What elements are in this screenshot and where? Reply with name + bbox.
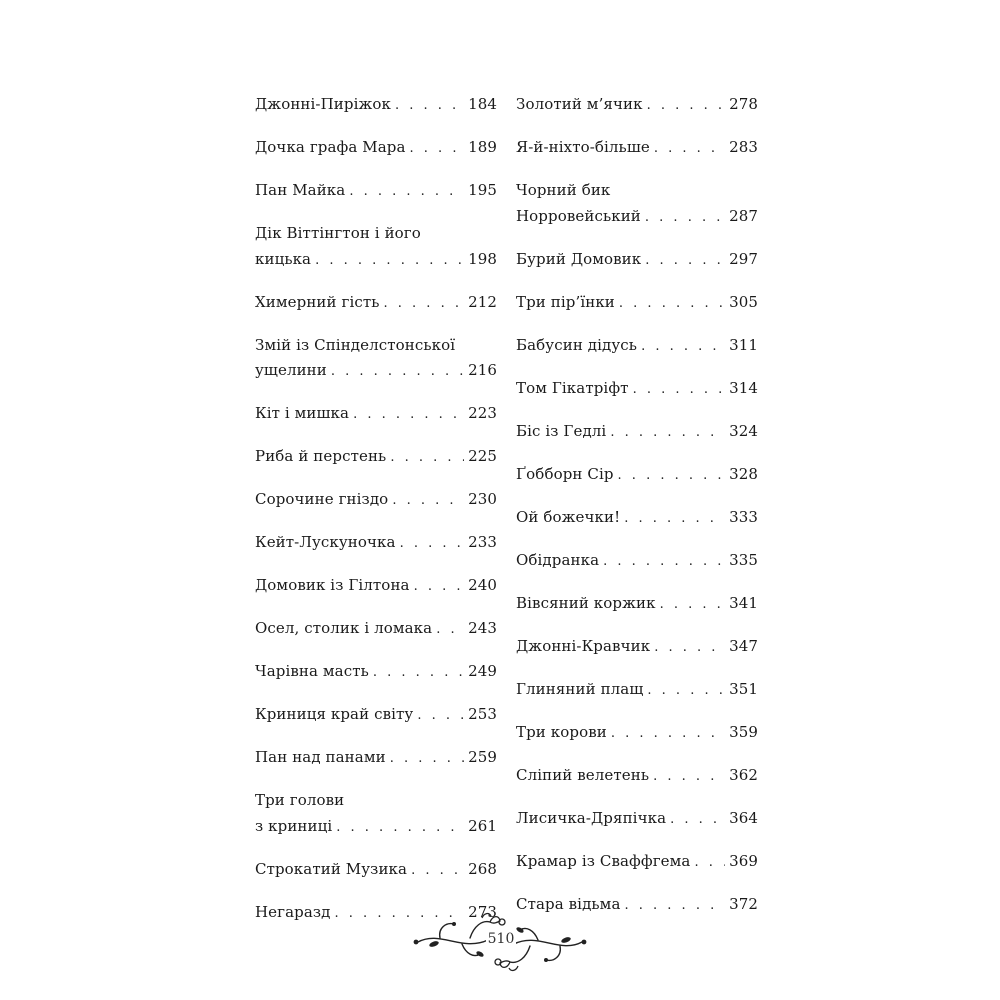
toc-entry-line (255, 358, 497, 385)
toc-entry-title: Кіт і мишка (255, 404, 350, 422)
toc-entry-line (255, 487, 497, 514)
toc-entry-line (255, 702, 497, 729)
toc-entry-line (516, 333, 758, 360)
toc-entry-page: 225 (468, 447, 497, 465)
dot-leader (384, 291, 465, 317)
toc-entry (255, 221, 497, 273)
toc-entry-page: 297 (729, 249, 758, 268)
toc-entry (516, 462, 758, 489)
toc-entry-page: 328 (729, 464, 758, 483)
dot-leader (400, 531, 465, 557)
toc-entry (516, 333, 758, 360)
toc-entry-page: 230 (468, 490, 497, 508)
toc-entry-title: Строкатий Музика (255, 859, 408, 878)
toc-entry-line (255, 659, 497, 686)
toc-entry-title: Глиняний плащ (516, 679, 644, 698)
toc-entry-page: 314 (729, 378, 758, 397)
toc-entry (255, 290, 497, 317)
toc-entry-line (255, 135, 497, 162)
toc-entry (255, 702, 497, 729)
toc-entry (516, 505, 758, 532)
toc-entry-page: 233 (468, 533, 497, 551)
toc-entry-page: 287 (729, 206, 758, 225)
toc-entry-title-line1: Змій із Спінделстонської (255, 335, 456, 354)
toc-entry-line (516, 548, 758, 575)
toc-entry-page: 283 (729, 138, 758, 156)
toc-entry-title: Крамар із Сваффгема (516, 851, 691, 870)
toc-entry (516, 178, 758, 230)
toc-entry-title: Три пір’їнки (516, 292, 615, 311)
dot-leader (436, 617, 464, 643)
toc-entry-page: 184 (468, 95, 497, 113)
toc-entry (516, 634, 758, 661)
toc-entry-title: Золотий м’ячик (516, 95, 643, 113)
toc-entry-page: 324 (729, 421, 758, 440)
toc-entry-line (255, 290, 497, 317)
toc-entry-page: 369 (729, 851, 758, 870)
toc-entry-title: Ой божечки! (516, 507, 621, 526)
toc-entry (516, 849, 758, 876)
toc-entry-line (255, 573, 497, 600)
toc-column-right (516, 92, 758, 935)
toc-entry-page: 372 (729, 894, 758, 913)
dot-leader (654, 136, 725, 162)
toc-entry (255, 857, 497, 884)
dot-leader (670, 807, 725, 833)
toc-entry-line (255, 178, 497, 205)
toc-entry-line (516, 677, 758, 704)
dot-leader (647, 678, 725, 704)
dot-leader (653, 764, 725, 790)
toc-entry (516, 376, 758, 403)
toc-entry-line (255, 616, 497, 643)
toc-entry (255, 788, 497, 840)
dot-leader (392, 488, 464, 514)
toc-entry-line (255, 401, 497, 428)
toc-entry (516, 548, 758, 575)
dot-leader (336, 815, 464, 841)
dot-leader (611, 721, 725, 747)
toc-entry-line (255, 444, 497, 471)
toc-entry (516, 591, 758, 618)
toc-entry (255, 135, 497, 162)
toc-entry-page: 268 (468, 859, 497, 878)
toc-entry-page: 311 (729, 335, 758, 354)
dot-leader (603, 549, 725, 575)
toc-entry-line (516, 92, 758, 119)
toc-entry-title: Вівсяний коржик (516, 593, 656, 612)
toc-entry-line (255, 745, 497, 772)
dot-leader (353, 402, 464, 428)
toc-entry-page: 351 (729, 679, 758, 698)
toc-entry-title: Сліпий велетень (516, 765, 650, 784)
dot-leader (619, 291, 725, 317)
toc-column-left (255, 92, 497, 943)
toc-entry-title: Біс із Гедлі (516, 421, 607, 440)
toc-entry-title: Криниця край світу (255, 705, 414, 723)
toc-entry-page: 212 (468, 292, 497, 311)
toc-entry-page: 216 (468, 361, 497, 379)
toc-entry-line (516, 419, 758, 446)
toc-entry-page: 261 (468, 816, 497, 835)
dot-leader (395, 93, 464, 119)
toc-entry (516, 135, 758, 162)
toc-entry (516, 247, 758, 274)
toc-entry-title: Я-й-ніхто-більше (516, 138, 650, 156)
dot-leader (645, 248, 725, 274)
dot-leader (417, 703, 464, 729)
toc-entry-title: Дочка графа Мара (255, 138, 406, 156)
toc-entry (255, 178, 497, 205)
dot-leader (633, 377, 726, 403)
toc-entry (516, 763, 758, 790)
toc-entry-line (255, 247, 497, 274)
dot-leader (647, 93, 725, 119)
toc-entry-line (516, 135, 758, 162)
toc-entry (255, 659, 497, 686)
toc-entry-line (516, 591, 758, 618)
toc-entry (516, 290, 758, 317)
toc-entry-line (255, 857, 497, 884)
toc-entry-page: 253 (468, 705, 497, 723)
toc-entry-title: Бабусин дідусь (516, 335, 638, 354)
toc-entry-line (516, 634, 758, 661)
toc-entry-title: Том Гікатріфт (516, 378, 629, 397)
toc-entry-title: Джонні-Кравчик (516, 636, 651, 655)
dot-leader (414, 574, 464, 600)
toc-entry-title-line1: Три голови (255, 791, 345, 809)
toc-entry-page: 189 (468, 138, 497, 156)
toc-entry-line (516, 247, 758, 274)
toc-entry-title: Риба й перстень (255, 447, 387, 465)
toc-entry (516, 677, 758, 704)
toc-entry-line (516, 720, 758, 747)
toc-entry-title: Лисичка-Дряпічка (516, 808, 667, 827)
page-footer (410, 910, 590, 976)
toc-entry (255, 401, 497, 428)
toc-entry-title: Обідранка (516, 550, 600, 569)
toc-entry-title: Сорочине гніздо (255, 490, 389, 508)
toc-entry-title: кицька (255, 249, 312, 268)
dot-leader (349, 179, 464, 205)
toc-entry-page: 362 (729, 765, 758, 784)
toc-entry-page: 243 (468, 619, 497, 637)
dot-leader (390, 746, 464, 772)
page-number: 510 (487, 931, 515, 947)
toc-entry-title: Стара відьма (516, 894, 621, 913)
toc-entry-title-line1: Дік Віттінгтон і його (255, 224, 421, 242)
toc-entry (516, 419, 758, 446)
toc-entry-title: Осел, столик і ломака (255, 619, 433, 637)
toc-entry-title: Три корови (516, 722, 607, 741)
dot-leader (654, 635, 725, 661)
toc-entry-title: з криниці (255, 816, 333, 835)
dot-leader (645, 205, 725, 231)
toc-entry-title: Ґобборн Сір (516, 464, 614, 483)
toc-entry (516, 720, 758, 747)
toc-entry (516, 92, 758, 119)
toc-entry-page: 335 (729, 550, 758, 569)
dot-leader (331, 359, 464, 385)
toc-entry-page: 305 (729, 292, 758, 311)
toc-entry-title: Норровейський (516, 206, 641, 225)
toc-entry-title: Домовик із Гілтона (255, 576, 410, 594)
toc-entry-line (516, 849, 758, 876)
toc-entry (255, 573, 497, 600)
dot-leader (694, 850, 725, 876)
toc-entry (255, 616, 497, 643)
toc-entry-page: 223 (468, 404, 497, 422)
toc-entry-line (516, 376, 758, 403)
dot-leader (660, 592, 725, 618)
toc-entry-page: 347 (729, 636, 758, 655)
toc-entry-title: Пан Майка (255, 181, 346, 199)
toc-entry (255, 333, 497, 385)
toc-entry (516, 806, 758, 833)
dot-leader (641, 334, 725, 360)
toc-entry (255, 530, 497, 557)
toc-entry-line (516, 290, 758, 317)
toc-entry-page: 259 (468, 748, 497, 766)
toc-entry-page: 278 (729, 95, 758, 113)
toc-entry-line (516, 462, 758, 489)
toc-entry-title: Негаразд (255, 902, 331, 921)
toc-entry-title: Бурий Домовик (516, 249, 642, 268)
toc-entry (255, 487, 497, 514)
toc-entry-page: 249 (468, 662, 497, 680)
toc-entry-title-line1: Чорний бик (516, 181, 611, 199)
toc-entry-title: ущелини (255, 361, 327, 379)
toc-entry-page: 273 (468, 902, 497, 921)
toc-entry-page: 333 (729, 507, 758, 526)
toc-entry (255, 444, 497, 471)
toc-entry-line (516, 763, 758, 790)
toc-entry-line (255, 92, 497, 119)
toc-entry-title: Пан над панами (255, 748, 386, 766)
dot-leader (625, 893, 726, 919)
toc-entry-page: 359 (729, 722, 758, 741)
toc-entry-page: 341 (729, 593, 758, 612)
toc-entry-line (255, 814, 497, 841)
dot-leader (411, 858, 464, 884)
toc-entry-line (516, 806, 758, 833)
toc-entry-line (516, 505, 758, 532)
dot-leader (315, 248, 464, 274)
toc-entry-title: Джонні-Пиріжок (255, 95, 391, 113)
toc-entry-page: 198 (468, 249, 497, 268)
toc-entry-title: Химерний гість (255, 292, 380, 311)
toc-entry-page: 364 (729, 808, 758, 827)
toc-entry (255, 92, 497, 119)
toc-entry-line (255, 530, 497, 557)
toc-entry-page: 240 (468, 576, 497, 594)
toc-entry-title: Кейт-Лускуночка (255, 533, 396, 551)
dot-leader (410, 136, 465, 162)
dot-leader (373, 660, 464, 686)
toc-entry-line (516, 204, 758, 231)
toc-entry-title: Чарівна масть (255, 662, 369, 680)
dot-leader (390, 445, 464, 471)
toc-entry (255, 745, 497, 772)
toc-entry-page: 195 (468, 181, 497, 199)
dot-leader (610, 420, 725, 446)
dot-leader (618, 463, 726, 489)
dot-leader (624, 506, 725, 532)
